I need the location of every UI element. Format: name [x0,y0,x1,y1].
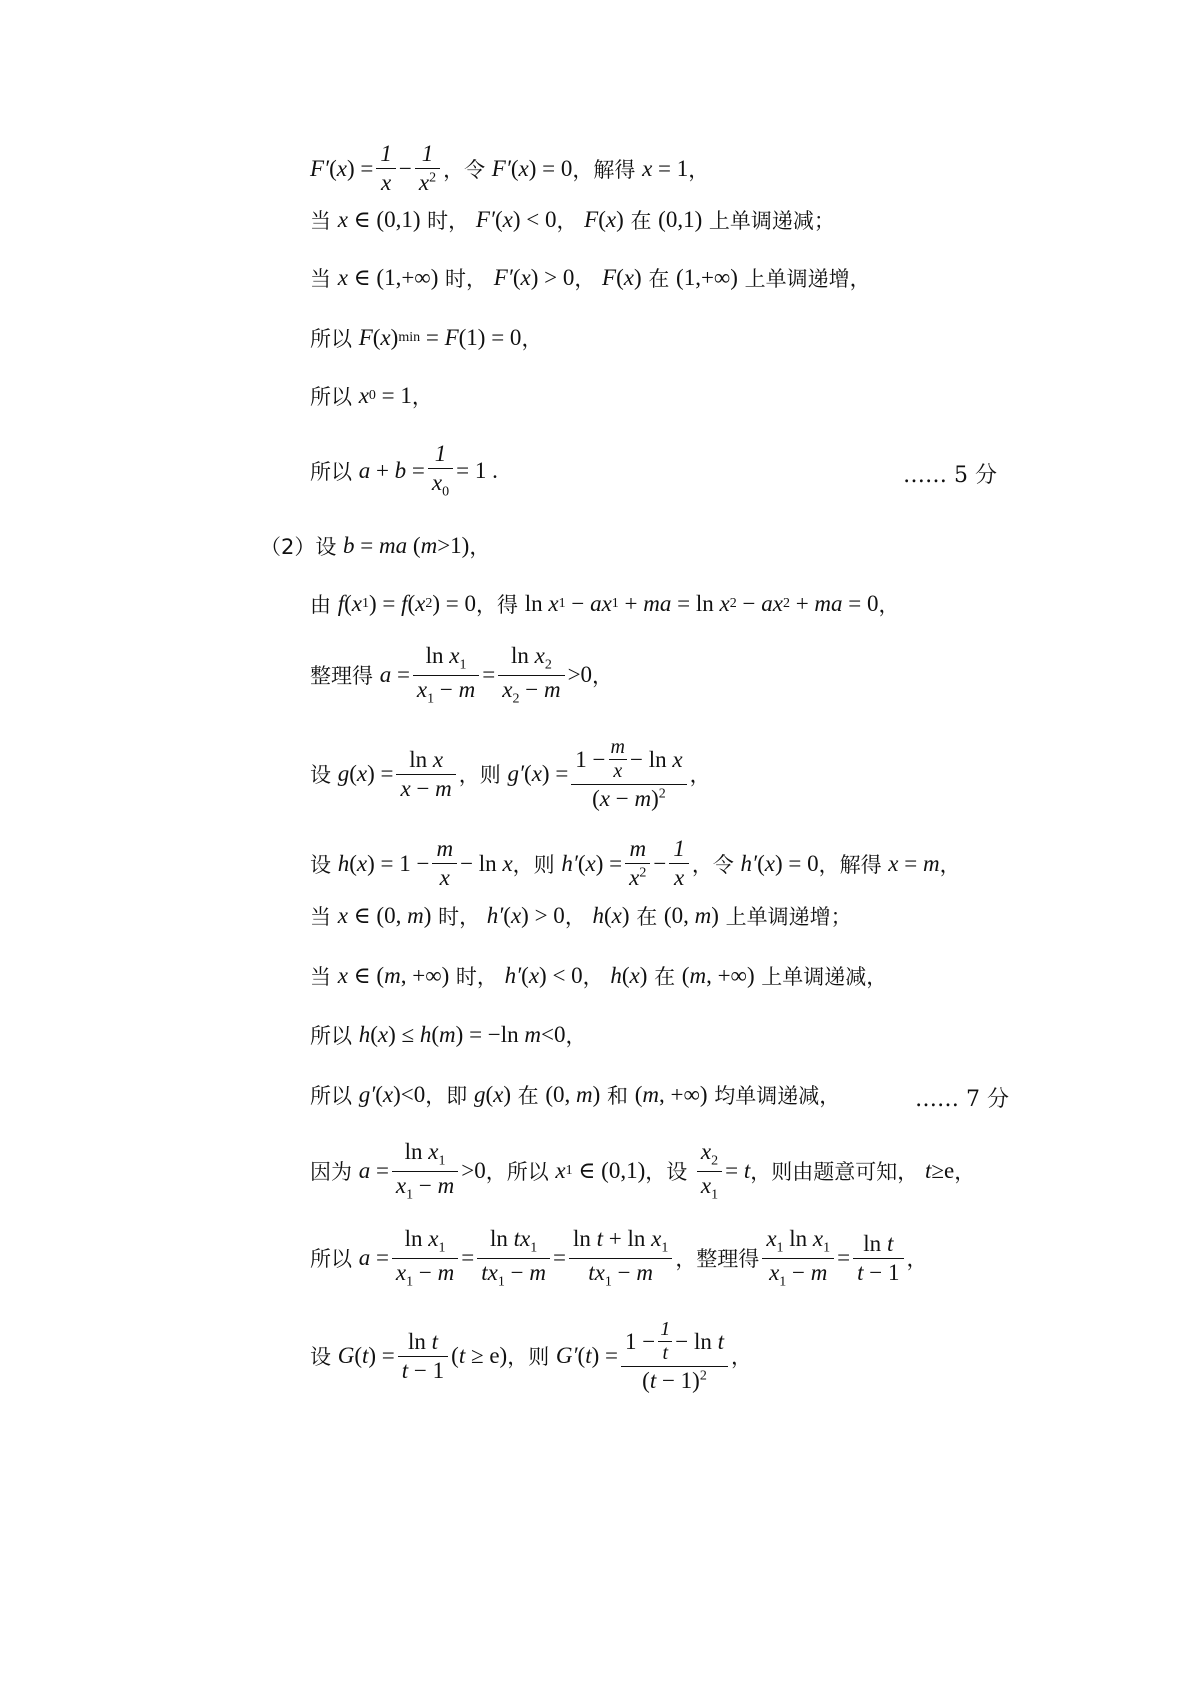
derivative-F-line: F′ ( x ) = $\frac{1}{x}$ − $\frac{1}{x^2}$ ，令 F′ ( x ) = 0 ，解得 x = 1 ， [310,141,710,195]
a-in-t-line: 所以 a = $\frac{\ln x_1}{x_1 - m}$ = $\frac{\ln tx_1}{tx_1 - m}$ = $\frac{\ln t + \ln x_1}{tx_1 - m}$ ，整理得 $\frac{x_1 \ln x_1}{x_1 - m}$ = $\frac{\text{ln t}}{t - 1}$ ， [310,1226,928,1290]
part-2-line: （2）设 b = ma ( m >1) ， [260,533,491,559]
t-definition-line: 因为 a = $\frac{\ln x_1}{x_1 - m}$ >0 ，所以 x 1 ∈ (0,1) ，设 $\frac{x_2}{x_1}$ = t ，则由题意可知， t ≥e ， [310,1139,976,1203]
G-definition-line: 设 G ( t ) = $\frac{\text{ln t}}{t - 1}$ ( t ≥ e) ，则 G′ ( t ) = 1 − $\frac{1}{t}$ − ln t $(t - 1)^2$ ， [310,1318,752,1393]
monotonic-increase-line: 当 x ∈ (1,+∞) 时， F′ ( x ) > 0 ， F ( x ) 在 (1,+∞) 上单调递增， [310,265,871,291]
h-bound-line: 所以 h ( x ) ≤ h ( m ) = −ln m <0 ， [310,1022,587,1048]
g-definition-line: 设 g ( x ) = $\frac{\text{ln x}}{x - m}$ ，则 g′ ( x ) = 1 − $\frac{m}{x}$ − ln x $(x - m)^2$ ， [310,736,711,811]
score-5: …… 5 分 [903,463,997,488]
min-value-line: 所以 F ( x ) min = F (1) = 0 ， [310,325,543,351]
a-expression-line: 整理得 a = $\frac{\ln x_1}{x_1 - m}$ = $\frac{\ln x_2}{x_2 - m}$ >0 ， [310,643,614,707]
g-decrease-line: 所以 g′ ( x )<0 ，即 g ( x ) 在 (0, m ) 和 ( m , +∞) 均单调递减， [310,1082,841,1108]
zeros-equation-line: 由 f ( x 1 ) = f ( x 2 ) = 0 ，得 ln x 1 − ax 1 + ma = ln x 2 − ax 2 + ma = 0 ， [310,591,900,617]
monotonic-decrease-line: 当 x ∈ (0,1) 时， F′ ( x ) < 0 ， F ( x ) 在 (0,1) 上单调递减； [310,207,835,233]
a-plus-b-line: 所以 a + b = $\frac{1}{x_0}$ = 1 . [310,441,498,500]
h-increase-line: 当 x ∈ (0, m ) 时， h′ ( x ) > 0 ， h ( x ) 在 (0, m ) 上单调递增； [310,903,852,929]
h-definition-line: 设 h ( x ) = 1 − $\frac{m}{x}$ − ln x ，则 h′ ( x ) = $\frac{m}{x^2}$ − $\frac{1}{x}$ ，令 h′ ( x ) = 0 ，解得 x = m ， [310,836,961,890]
x0-line: 所以 x 0 = 1 ， [310,383,433,409]
h-decrease-line: 当 x ∈ ( m , +∞) 时， h′ ( x ) < 0 ， h ( x ) 在 ( m , +∞) 上单调递减， [310,963,888,989]
score-7: …… 7 分 [915,1087,1009,1112]
